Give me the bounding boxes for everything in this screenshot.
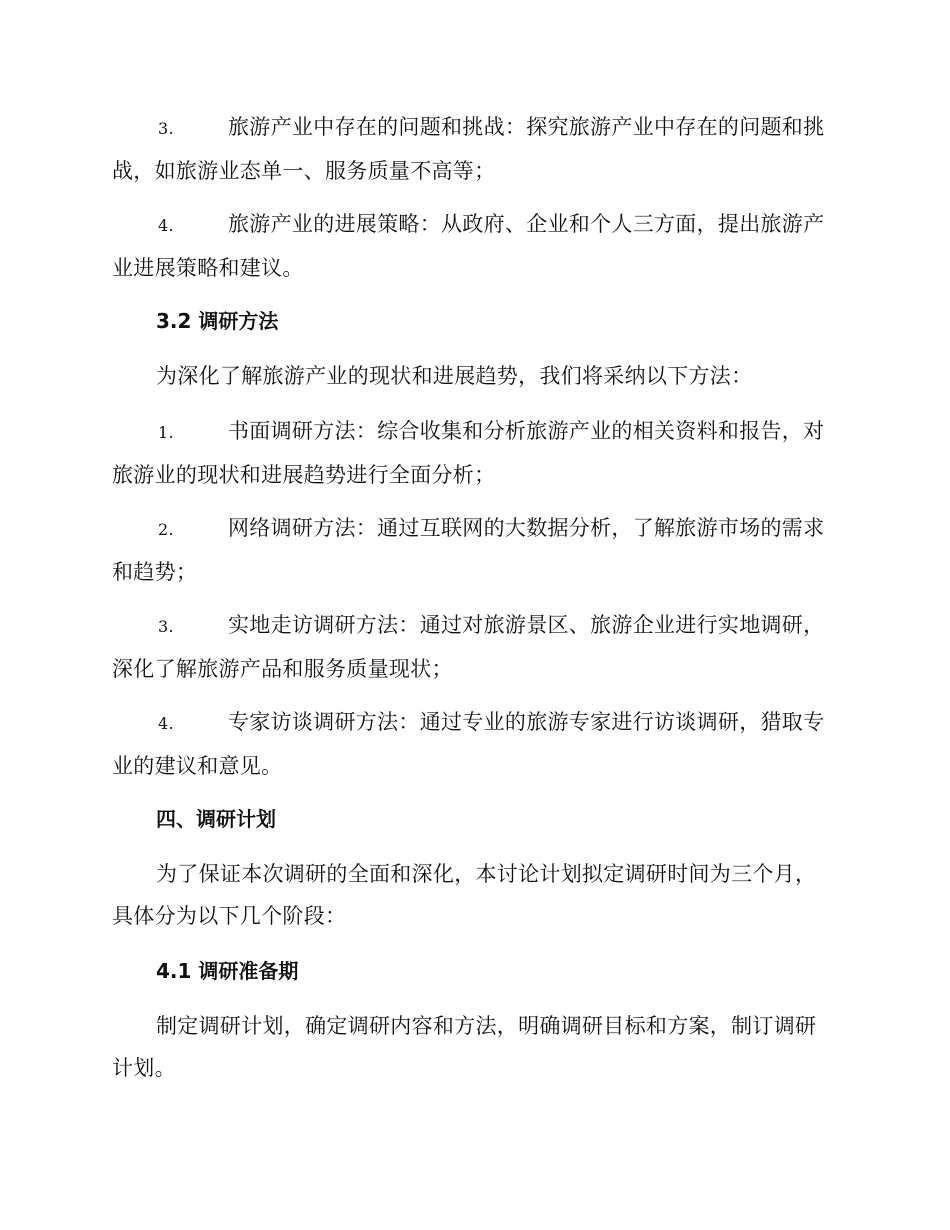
list-number: 4. (158, 714, 174, 733)
section-heading-3-2: 3.2 调研方法 (156, 309, 279, 333)
list-item (112, 701, 837, 787)
list-text: 专家访谈调研方法：通过专业的旅游专家进行访谈调研，猎取专业的建议和意见。 (112, 710, 825, 778)
list-number: 4. (158, 216, 174, 235)
paragraph: 制定调研计划，确定调研内容和方法，明确调研目标和方案，制订调研计划。 (112, 1014, 817, 1080)
list-number: 3. (158, 617, 174, 636)
list-text: 书面调研方法：综合收集和分析旅游产业的相关资料和报告，对旅游业的现状和进展趋势进行全面分析； (112, 419, 825, 487)
list-item (112, 604, 837, 690)
list-item (112, 203, 837, 289)
list-item (112, 106, 837, 192)
list-text: 实地走访调研方法：通过对旅游景区、旅游企业进行实地调研，深化了解旅游产品和服务质量现状； (112, 613, 825, 681)
list-item (112, 507, 837, 593)
list-text: 旅游产业的进展策略：从政府、企业和个人三方面，提出旅游产业进展策略和建议。 (112, 212, 825, 280)
list-number: 1. (158, 423, 174, 442)
section-heading-4-1: 4.1 调研准备期 (156, 959, 299, 983)
section-heading-4: 四、调研计划 (156, 807, 276, 831)
paragraph: 为了保证本次调研的全面和深化，本讨论计划拟定调研时间为三个月，具体分为以下几个阶段： (112, 862, 817, 928)
list-text: 旅游产业中存在的问题和挑战：探究旅游产业中存在的问题和挑战，如旅游业态单一、服务质量不高等； (112, 115, 825, 183)
list-item (112, 410, 837, 496)
list-text: 网络调研方法：通过互联网的大数据分析，了解旅游市场的需求和趋势； (112, 516, 825, 584)
paragraph: 为深化了解旅游产业的现状和进展趋势，我们将采纳以下方法： (156, 364, 753, 388)
list-number: 2. (158, 520, 174, 539)
list-number: 3. (158, 119, 174, 138)
